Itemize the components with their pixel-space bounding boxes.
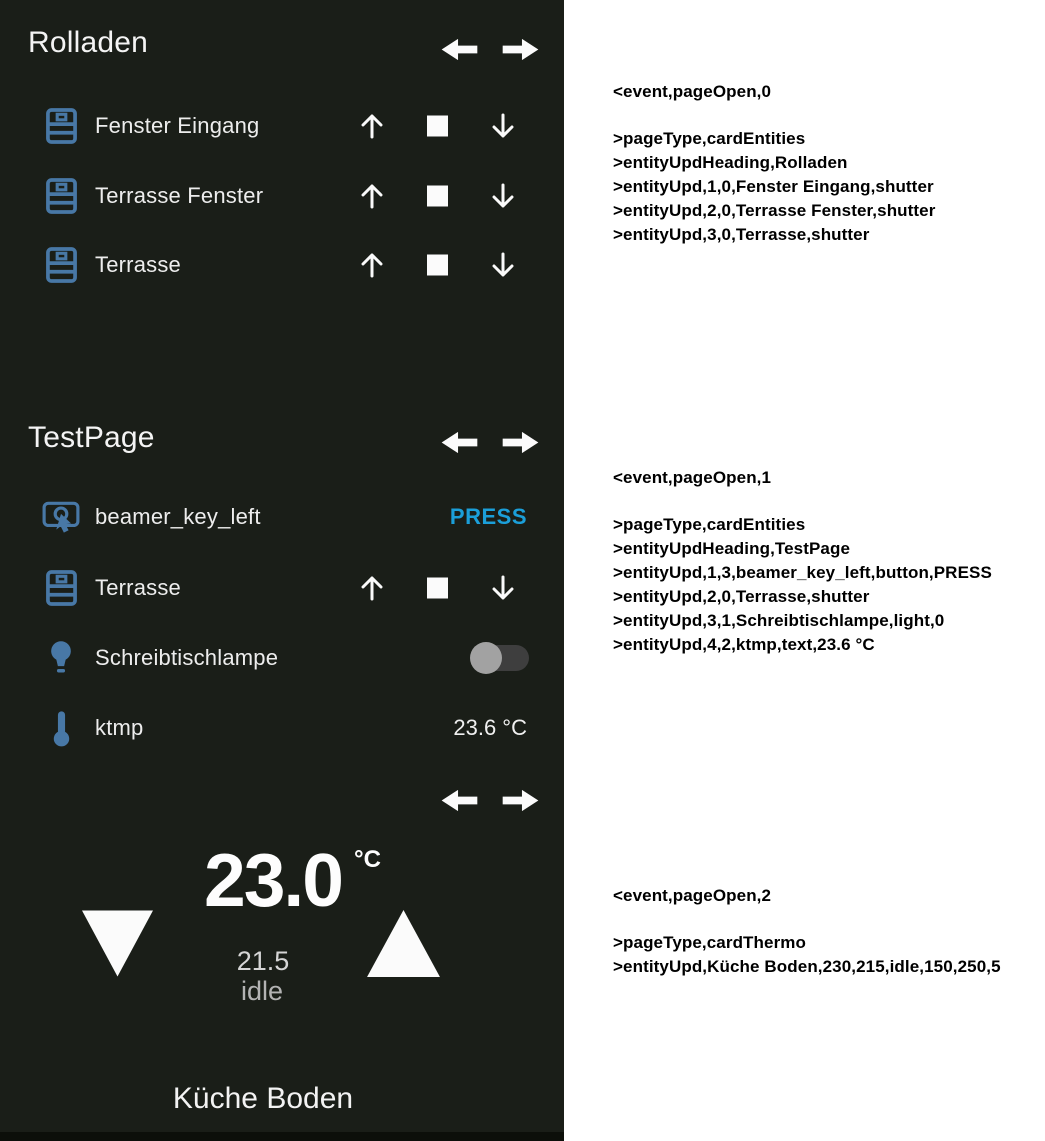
entity-row-terrasse-fenster bbox=[0, 174, 564, 218]
nav-next-button[interactable] bbox=[502, 36, 540, 63]
entity-label: Schreibtischlampe bbox=[95, 645, 279, 670]
arrow-right-icon bbox=[502, 429, 540, 456]
arrow-left-icon bbox=[440, 36, 478, 63]
arrow-right-icon bbox=[502, 787, 540, 814]
stop-square-icon bbox=[427, 255, 448, 276]
arrow-down-icon bbox=[490, 181, 516, 211]
target-temperature: 21.5 bbox=[236, 946, 290, 976]
shutter-down-button[interactable] bbox=[490, 250, 516, 280]
entity-label: ktmp bbox=[95, 715, 144, 740]
log-gap bbox=[613, 104, 935, 127]
window-shutter-icon bbox=[42, 247, 80, 284]
arrow-up-icon bbox=[359, 250, 385, 280]
entity-row-schreibtischlampe bbox=[0, 636, 564, 680]
text-entity-value: 23.6 °C bbox=[453, 715, 527, 740]
shutter-stop-button[interactable] bbox=[427, 186, 448, 207]
nav-next-button[interactable] bbox=[502, 787, 540, 814]
log-line: >entityUpd,2,0,Terrasse Fenster,shutter bbox=[613, 201, 936, 220]
hvac-state: idle bbox=[240, 976, 284, 1006]
log-line: >pageType,cardEntities bbox=[613, 129, 806, 148]
current-temperature: 23.0 bbox=[204, 838, 342, 922]
entity-row-ktmp bbox=[0, 706, 564, 750]
log-line: >pageType,cardThermo bbox=[613, 933, 806, 952]
log-line: >entityUpd,4,2,ktmp,text,23.6 °C bbox=[613, 635, 875, 654]
arrow-up-icon bbox=[359, 181, 385, 211]
arrow-up-icon bbox=[359, 573, 385, 603]
entity-label: Terrasse Fenster bbox=[95, 183, 264, 208]
log-line: >entityUpd,1,3,beamer_key_left,button,PRESS bbox=[613, 563, 992, 582]
shutter-down-button[interactable] bbox=[490, 573, 516, 603]
card-thermo bbox=[0, 760, 564, 1133]
stop-square-icon bbox=[427, 578, 448, 599]
log-line: >entityUpdHeading,TestPage bbox=[613, 539, 851, 558]
nav-prev-button[interactable] bbox=[440, 429, 478, 456]
shutter-up-button[interactable] bbox=[359, 573, 385, 603]
temp-decrease-button[interactable] bbox=[82, 910, 153, 977]
protocol-log-page1 bbox=[613, 466, 992, 657]
window-shutter-icon bbox=[42, 570, 80, 607]
shutter-up-button[interactable] bbox=[359, 181, 385, 211]
log-gap bbox=[613, 908, 1001, 931]
thermostat-entity-name: Küche Boden bbox=[172, 1082, 354, 1115]
shutter-down-button[interactable] bbox=[490, 111, 516, 141]
page-title: Rolladen bbox=[28, 26, 149, 59]
shutter-up-button[interactable] bbox=[359, 111, 385, 141]
window-shutter-icon bbox=[42, 178, 80, 215]
panel-bottom-bar bbox=[0, 1132, 564, 1141]
shutter-stop-button[interactable] bbox=[427, 578, 448, 599]
light-toggle[interactable] bbox=[470, 642, 529, 674]
protocol-log-page2 bbox=[613, 884, 1001, 979]
lightbulb-icon bbox=[42, 640, 80, 677]
shutter-stop-button[interactable] bbox=[427, 116, 448, 137]
log-line: >pageType,cardEntities bbox=[613, 515, 806, 534]
log-event-line: <event,pageOpen,0 bbox=[613, 82, 772, 101]
entity-label: Fenster Eingang bbox=[95, 113, 260, 138]
log-line: >entityUpd,Küche Boden,230,215,idle,150,250,5 bbox=[613, 957, 1001, 976]
entity-row-beamer-key-left: beamer_key_left PRESS bbox=[0, 495, 564, 539]
entity-label: Terrasse bbox=[95, 252, 181, 277]
window-shutter-icon bbox=[42, 108, 80, 145]
entity-label: beamer_key_left bbox=[95, 504, 261, 529]
log-line: >entityUpd,3,0,Terrasse,shutter bbox=[613, 225, 870, 244]
entity-row-terrasse bbox=[0, 566, 564, 610]
log-line: >entityUpd,2,0,Terrasse,shutter bbox=[613, 587, 870, 606]
arrow-up-icon bbox=[359, 111, 385, 141]
shutter-down-button[interactable] bbox=[490, 181, 516, 211]
log-event-line: <event,pageOpen,1 bbox=[613, 468, 772, 487]
nav-next-button[interactable] bbox=[502, 429, 540, 456]
protocol-log-page0 bbox=[613, 80, 935, 247]
stop-square-icon bbox=[427, 116, 448, 137]
arrow-left-icon bbox=[440, 787, 478, 814]
shutter-stop-button[interactable] bbox=[427, 255, 448, 276]
log-line: >entityUpdHeading,Rolladen bbox=[613, 153, 848, 172]
log-gap bbox=[613, 490, 992, 513]
thermometer-icon bbox=[42, 709, 80, 747]
temp-increase-button[interactable] bbox=[367, 910, 440, 977]
arrow-down-icon bbox=[490, 250, 516, 280]
log-line: >entityUpd,1,0,Fenster Eingang,shutter bbox=[613, 177, 934, 196]
triangle-down-icon bbox=[82, 910, 153, 977]
entity-row-fenster-eingang bbox=[0, 104, 564, 148]
arrow-down-icon bbox=[490, 573, 516, 603]
toggle-knob bbox=[470, 642, 502, 674]
log-event-line: <event,pageOpen,2 bbox=[613, 886, 772, 905]
nav-prev-button[interactable] bbox=[440, 787, 478, 814]
entity-row-terrasse bbox=[0, 243, 564, 287]
gesture-tap-button-icon bbox=[42, 499, 80, 535]
temperature-unit: °C bbox=[354, 846, 381, 873]
card-testpage bbox=[0, 395, 564, 760]
triangle-up-icon bbox=[367, 910, 440, 977]
entity-label: Terrasse bbox=[95, 575, 181, 600]
arrow-right-icon bbox=[502, 36, 540, 63]
nav-prev-button[interactable] bbox=[440, 36, 478, 63]
stop-square-icon bbox=[427, 186, 448, 207]
shutter-up-button[interactable] bbox=[359, 250, 385, 280]
page-title: TestPage bbox=[28, 421, 155, 454]
arrow-down-icon bbox=[490, 111, 516, 141]
arrow-left-icon bbox=[440, 429, 478, 456]
card-rolladen bbox=[0, 0, 564, 395]
log-line: >entityUpd,3,1,Schreibtischlampe,light,0 bbox=[613, 611, 945, 630]
